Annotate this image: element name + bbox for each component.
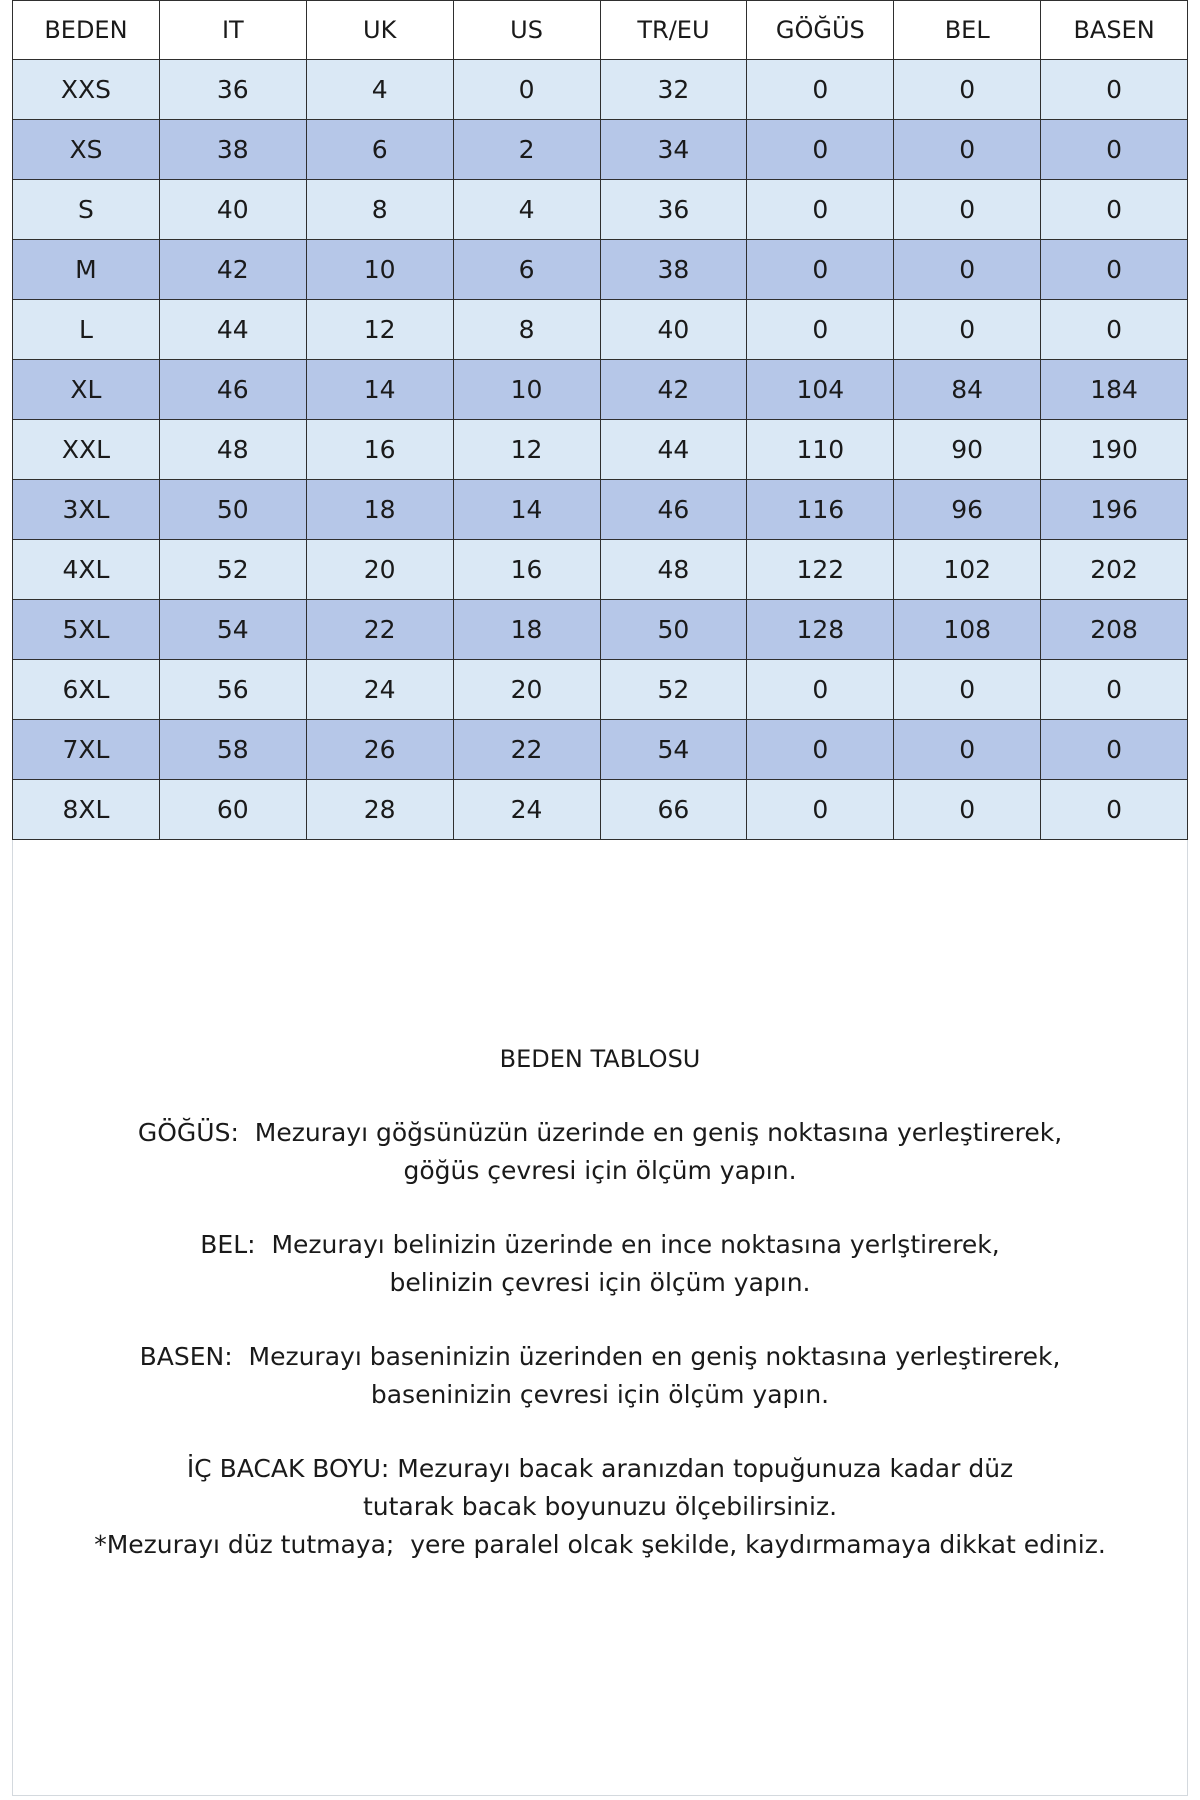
cell-uk: 8	[306, 180, 453, 240]
cell-basen: 0	[1041, 60, 1188, 120]
cell-it: 54	[159, 600, 306, 660]
cell-gogus: 0	[747, 720, 894, 780]
cell-basen: 0	[1041, 660, 1188, 720]
cell-it: 42	[159, 240, 306, 300]
cell-tr-eu: 40	[600, 300, 747, 360]
header-bel: BEL	[894, 1, 1041, 60]
cell-us: 8	[453, 300, 600, 360]
cell-uk: 16	[306, 420, 453, 480]
cell-uk: 14	[306, 360, 453, 420]
notes-title: BEDEN TABLOSU	[499, 1045, 701, 1073]
cell-tr-eu: 46	[600, 480, 747, 540]
cell-bel: 0	[894, 120, 1041, 180]
note-basen	[12, 1338, 1188, 1414]
note-ic-bacak-line-1: İÇ BACAK BOYU: Mezurayı bacak aranızdan topuğunuza kadar düz	[186, 1454, 1014, 1483]
table-row	[13, 60, 1188, 120]
cell-beden: 4XL	[13, 540, 160, 600]
cell-bel: 0	[894, 240, 1041, 300]
cell-beden: XXS	[13, 60, 160, 120]
note-bel-line-1: BEL: Mezurayı belinizin üzerinde en ince noktasına yerlştirerek,	[200, 1230, 1000, 1259]
cell-us: 2	[453, 120, 600, 180]
cell-tr-eu: 38	[600, 240, 747, 300]
cell-tr-eu: 48	[600, 540, 747, 600]
cell-beden: XL	[13, 360, 160, 420]
cell-gogus: 122	[747, 540, 894, 600]
cell-beden: XS	[13, 120, 160, 180]
cell-bel: 84	[894, 360, 1041, 420]
cell-basen: 202	[1041, 540, 1188, 600]
cell-bel: 0	[894, 300, 1041, 360]
cell-gogus: 110	[747, 420, 894, 480]
cell-uk: 24	[306, 660, 453, 720]
cell-us: 14	[453, 480, 600, 540]
cell-uk: 4	[306, 60, 453, 120]
cell-bel: 96	[894, 480, 1041, 540]
table-body	[13, 60, 1188, 840]
cell-us: 12	[453, 420, 600, 480]
cell-basen: 0	[1041, 120, 1188, 180]
table-row	[13, 540, 1188, 600]
note-bel	[12, 1226, 1188, 1302]
cell-bel: 0	[894, 780, 1041, 840]
cell-it: 52	[159, 540, 306, 600]
cell-beden: 8XL	[13, 780, 160, 840]
cell-it: 36	[159, 60, 306, 120]
cell-gogus: 0	[747, 180, 894, 240]
note-basen-line-1: BASEN: Mezurayı baseninizin üzerinden en geniş noktasına yerleştirerek,	[139, 1342, 1061, 1371]
cell-basen: 190	[1041, 420, 1188, 480]
cell-uk: 26	[306, 720, 453, 780]
table-row	[13, 180, 1188, 240]
cell-gogus: 116	[747, 480, 894, 540]
table-row	[13, 720, 1188, 780]
cell-basen: 0	[1041, 780, 1188, 840]
cell-tr-eu: 44	[600, 420, 747, 480]
cell-tr-eu: 32	[600, 60, 747, 120]
cell-us: 4	[453, 180, 600, 240]
cell-gogus: 0	[747, 300, 894, 360]
cell-bel: 0	[894, 180, 1041, 240]
cell-basen: 184	[1041, 360, 1188, 420]
cell-uk: 10	[306, 240, 453, 300]
header-beden: BEDEN	[13, 1, 160, 60]
cell-beden: XXL	[13, 420, 160, 480]
cell-uk: 18	[306, 480, 453, 540]
note-gogus-line-2: göğüs çevresi için ölçüm yapın.	[403, 1156, 797, 1185]
note-basen-line-2: baseninizin çevresi için ölçüm yapın.	[370, 1380, 830, 1409]
cell-gogus: 0	[747, 240, 894, 300]
cell-tr-eu: 50	[600, 600, 747, 660]
cell-us: 20	[453, 660, 600, 720]
cell-bel: 0	[894, 720, 1041, 780]
header-gogus: GÖĞÜS	[747, 1, 894, 60]
cell-beden: L	[13, 300, 160, 360]
cell-beden: 7XL	[13, 720, 160, 780]
cell-it: 38	[159, 120, 306, 180]
header-us: US	[453, 1, 600, 60]
header-tr-eu: TR/EU	[600, 1, 747, 60]
header-basen: BASEN	[1041, 1, 1188, 60]
size-table	[12, 0, 1188, 840]
cell-it: 58	[159, 720, 306, 780]
cell-beden: M	[13, 240, 160, 300]
table-row	[13, 420, 1188, 480]
note-ic-bacak-line-2: tutarak bacak boyunuzu ölçebilirsiniz.	[362, 1492, 838, 1521]
table-row	[13, 300, 1188, 360]
table-header-row	[13, 1, 1188, 60]
cell-bel: 108	[894, 600, 1041, 660]
header-uk: UK	[306, 1, 453, 60]
note-bel-line-2: belinizin çevresi için ölçüm yapın.	[389, 1268, 811, 1297]
cell-it: 50	[159, 480, 306, 540]
cell-bel: 90	[894, 420, 1041, 480]
cell-us: 22	[453, 720, 600, 780]
cell-gogus: 0	[747, 780, 894, 840]
cell-tr-eu: 34	[600, 120, 747, 180]
cell-us: 0	[453, 60, 600, 120]
cell-tr-eu: 52	[600, 660, 747, 720]
cell-basen: 0	[1041, 720, 1188, 780]
cell-uk: 20	[306, 540, 453, 600]
cell-basen: 0	[1041, 300, 1188, 360]
cell-bel: 102	[894, 540, 1041, 600]
cell-tr-eu: 66	[600, 780, 747, 840]
cell-us: 6	[453, 240, 600, 300]
cell-tr-eu: 42	[600, 360, 747, 420]
cell-it: 56	[159, 660, 306, 720]
table-row	[13, 120, 1188, 180]
cell-basen: 0	[1041, 180, 1188, 240]
table-row	[13, 660, 1188, 720]
cell-gogus: 104	[747, 360, 894, 420]
cell-basen: 208	[1041, 600, 1188, 660]
cell-bel: 0	[894, 660, 1041, 720]
note-gogus	[12, 1114, 1188, 1190]
cell-it: 46	[159, 360, 306, 420]
cell-basen: 0	[1041, 240, 1188, 300]
cell-gogus: 0	[747, 120, 894, 180]
table-row	[13, 780, 1188, 840]
cell-tr-eu: 36	[600, 180, 747, 240]
note-gogus-line-1: GÖĞÜS: Mezurayı göğsünüzün üzerinde en geniş noktasına yerleştirerek,	[137, 1118, 1063, 1147]
table-row	[13, 600, 1188, 660]
cell-tr-eu: 54	[600, 720, 747, 780]
cell-beden: 3XL	[13, 480, 160, 540]
cell-bel: 0	[894, 60, 1041, 120]
table-row	[13, 240, 1188, 300]
cell-beden: 5XL	[13, 600, 160, 660]
cell-it: 48	[159, 420, 306, 480]
table-row	[13, 480, 1188, 540]
cell-gogus: 0	[747, 660, 894, 720]
cell-basen: 196	[1041, 480, 1188, 540]
cell-uk: 12	[306, 300, 453, 360]
cell-gogus: 128	[747, 600, 894, 660]
size-guide-notes	[12, 1040, 1188, 1600]
cell-beden: 6XL	[13, 660, 160, 720]
cell-us: 16	[453, 540, 600, 600]
cell-it: 40	[159, 180, 306, 240]
cell-it: 60	[159, 780, 306, 840]
cell-it: 44	[159, 300, 306, 360]
cell-us: 10	[453, 360, 600, 420]
cell-gogus: 0	[747, 60, 894, 120]
note-ic-bacak	[12, 1450, 1188, 1564]
cell-us: 18	[453, 600, 600, 660]
cell-us: 24	[453, 780, 600, 840]
cell-uk: 28	[306, 780, 453, 840]
table-row	[13, 360, 1188, 420]
cell-uk: 22	[306, 600, 453, 660]
cell-uk: 6	[306, 120, 453, 180]
note-ic-bacak-line-3: *Mezurayı düz tutmaya; yere paralel olcak şekilde, kaydırmamaya dikkat ediniz.	[94, 1530, 1106, 1559]
header-it: IT	[159, 1, 306, 60]
cell-beden: S	[13, 180, 160, 240]
